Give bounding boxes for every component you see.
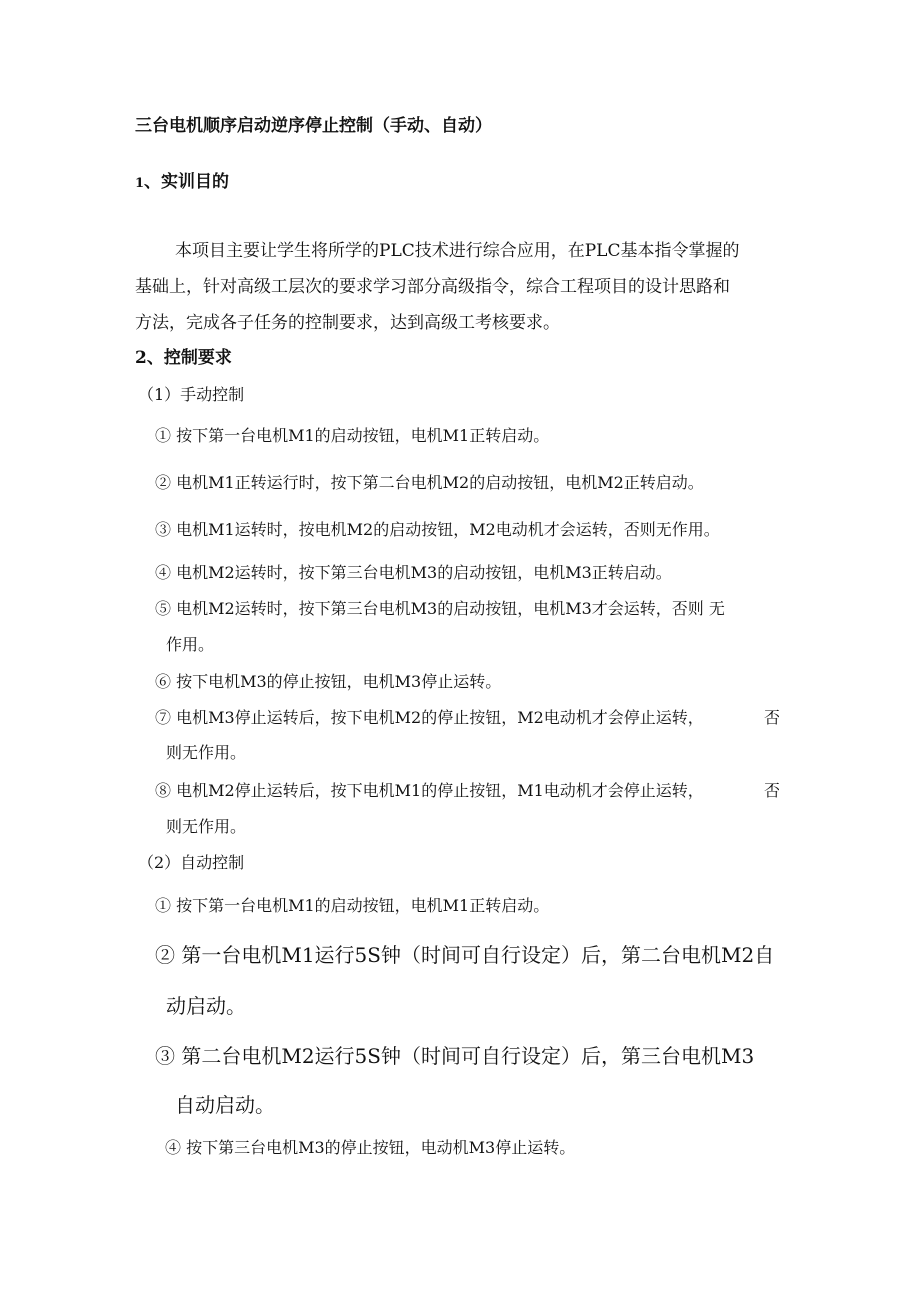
manual-item-5-continuation: 作用。 [166, 635, 215, 654]
manual-item-8-continuation: 则无作用。 [166, 817, 247, 836]
auto-item-2: ② 第一台电机M1运行5S钟（时间可自行设定）后，第二台电机M2自 [155, 943, 775, 967]
section-1-paragraph-line-2: 基础上，针对高级工层次的要求学习部分高级指令，综合工程项目的设计思路和 [135, 277, 730, 297]
section-2-heading: 2、控制要求 [135, 348, 232, 368]
auto-item-4: ④ 按下第三台电机M3的停止按钮，电动机M3停止运转。 [165, 1138, 576, 1157]
auto-item-3-continuation: 自动启动。 [175, 1093, 275, 1117]
auto-item-1: ① 按下第一台电机M1的启动按钮，电机M1正转启动。 [155, 896, 550, 915]
manual-item-2: ② 电机M1正转运行时，按下第二台电机M2的启动按钮，电机M2正转启动。 [155, 473, 704, 492]
auto-control-heading: （2）自动控制 [138, 853, 245, 872]
manual-item-7-tail: 否 [764, 708, 781, 727]
auto-item-2-continuation: 动启动。 [166, 994, 246, 1018]
section-1-number: 1 [135, 176, 145, 191]
manual-item-8-tail: 否 [764, 781, 781, 800]
section-1-heading [135, 174, 229, 191]
manual-item-5: ⑤ 电机M2运转时，按下第三台电机M3的启动按钮，电机M3才会运转，否则 无 [155, 599, 725, 618]
section-1-heading-text: 、实训目的 [144, 172, 230, 192]
manual-item-7: ⑦ 电机M3停止运转后，按下电机M2的停止按钮，M2电动机才会停止运转， [155, 708, 704, 727]
manual-item-4: ④ 电机M2运转时，按下第三台电机M3的启动按钮，电机M3正转启动。 [155, 563, 672, 582]
auto-item-3: ③ 第二台电机M2运行5S钟（时间可自行设定）后，第三台电机M3 [155, 1044, 755, 1068]
document-title: 三台电机顺序启动逆序停止控制（手动、自动） [135, 116, 492, 136]
manual-item-3: ③ 电机M1运转时，按电机M2的启动按钮，M2电动机才会运转，否则无作用。 [155, 520, 720, 539]
section-1-paragraph-line-3: 方法，完成各子任务的控制要求，达到高级工考核要求。 [135, 313, 560, 333]
manual-item-8: ⑧ 电机M2停止运转后，按下电机M1的停止按钮，M1电动机才会停止运转， [155, 781, 704, 800]
manual-item-1: ① 按下第一台电机M1的启动按钮，电机M1正转启动。 [155, 426, 550, 445]
manual-item-7-continuation: 则无作用。 [166, 743, 247, 762]
manual-control-heading: （1）手动控制 [138, 385, 245, 404]
section-1-paragraph-line-1: 本项目主要让学生将所学的PLC技术进行综合应用，在PLC基本指令掌握的 [175, 241, 740, 261]
manual-item-6: ⑥ 按下电机M3的停止按钮，电机M3停止运转。 [155, 672, 502, 691]
